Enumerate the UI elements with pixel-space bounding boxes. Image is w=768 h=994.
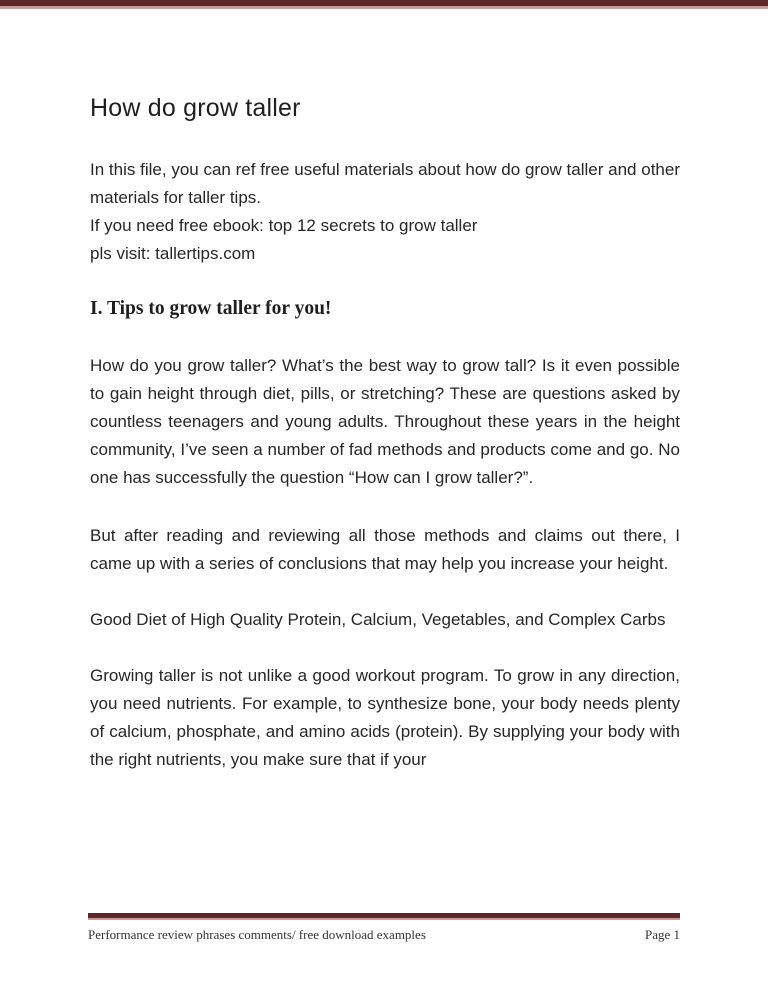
body-paragraph-nutrients: Growing taller is not unlike a good workout program. To grow in any direction, you need nutrients. For example, to synthesize bone, your body needs plenty of calcium, phosphate, and amino acids (protein). By supplying your body with the right nutrients, you make sure that if your bbox=[90, 666, 680, 769]
document-page-content bbox=[90, 92, 680, 774]
body-paragraph-conclusions: But after reading and reviewing all those methods and claims out there, I came up with a series of conclusions that may help you increase your height. bbox=[90, 526, 680, 573]
body-paragraph-questions: How do you grow taller? What’s the best way to grow tall? Is it even possible to gain height through diet, pills, or stretching? These are questions asked by countless teenagers and young adults. Throughout these years in the height community, I’ve seen a number of fad methods and products come and go. No one has successfully the question “How can I grow taller?”. bbox=[90, 356, 680, 487]
page-footer bbox=[88, 926, 680, 944]
footer-rule bbox=[88, 913, 680, 920]
intro-paragraph bbox=[90, 156, 680, 268]
intro-line-visit: pls visit: tallertips.com bbox=[90, 244, 256, 263]
section-heading-tips: I. Tips to grow taller for you! bbox=[90, 298, 332, 319]
intro-line-ebook: If you need free ebook: top 12 secrets to grow taller bbox=[90, 216, 478, 235]
top-accent-bar-light-stripe bbox=[0, 6, 768, 9]
document-title: How do grow taller bbox=[90, 94, 301, 122]
footer-page-number: Page 1 bbox=[644, 927, 680, 942]
footer-rule-light-stripe bbox=[88, 918, 680, 920]
footer-description: Performance review phrases comments/ free download examples bbox=[88, 927, 426, 942]
top-accent-bar bbox=[0, 0, 768, 9]
intro-line-materials: In this file, you can ref free useful materials about how do grow taller and other materials for taller tips. bbox=[90, 160, 680, 207]
body-paragraph-good-diet: Good Diet of High Quality Protein, Calcium, Vegetables, and Complex Carbs bbox=[90, 610, 666, 629]
